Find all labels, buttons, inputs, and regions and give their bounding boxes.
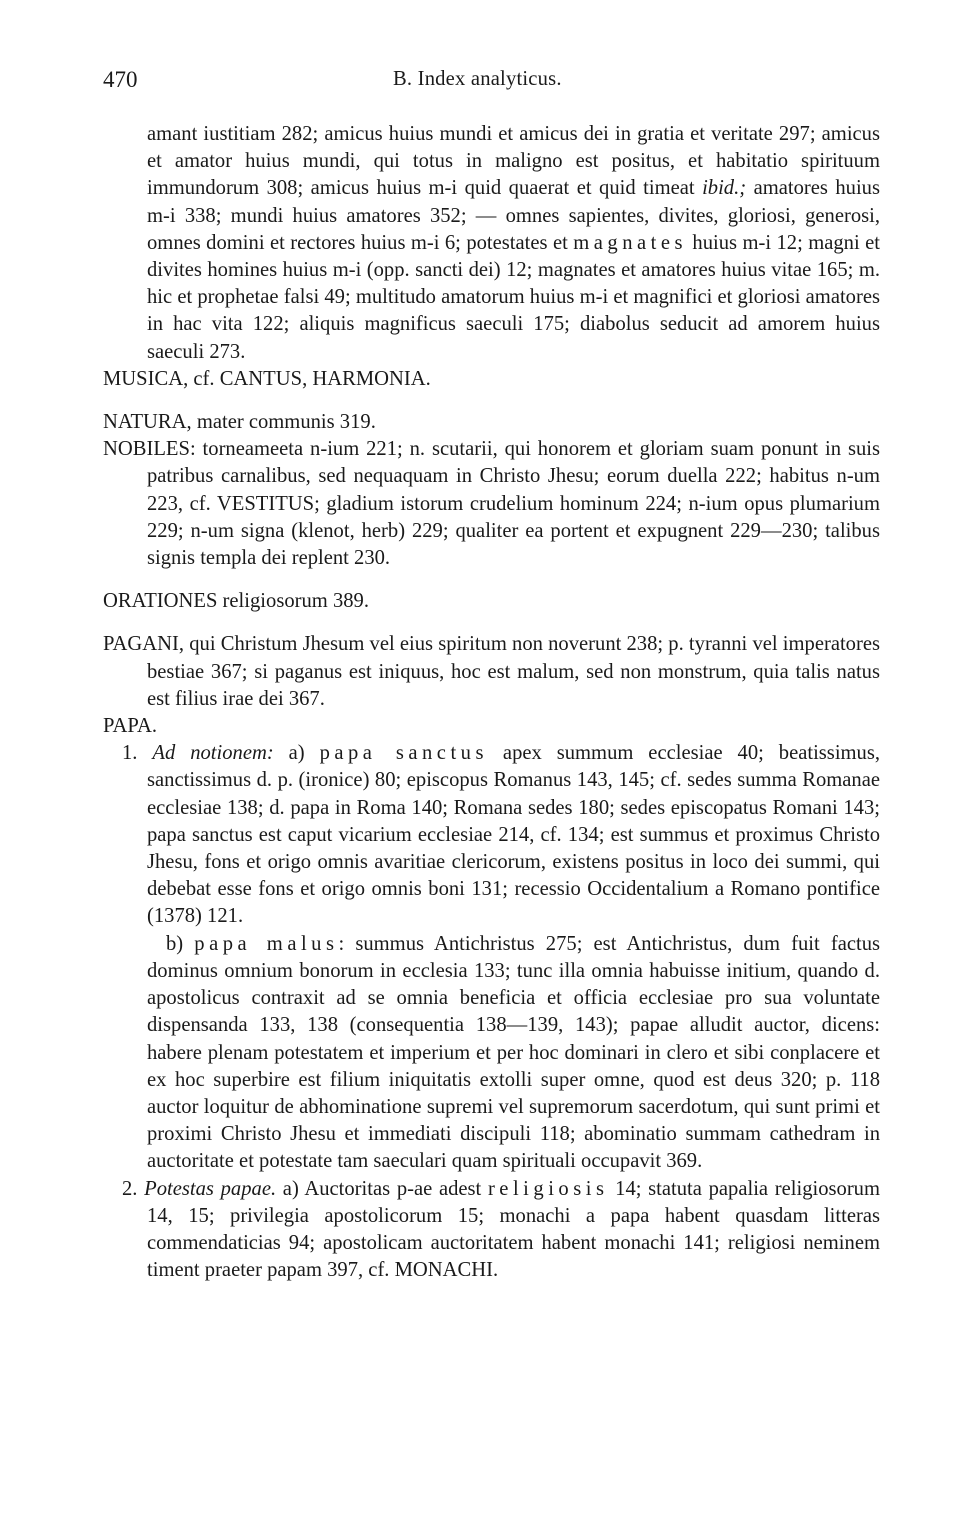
- text-run: amant iustitiam 282; amicus huius mundi et amicus dei in gratia et veritate 297; amicus et amator huius mundi, qui totus in maligno est positus, et habitatio spirituum immundorum 308; amicus huius m-i quid quaerat et quid timeat: [147, 123, 880, 200]
- section-title: Potestas papae.: [144, 1177, 277, 1200]
- text-run: amatores huius m-i 338; mundi huius amatores 352; — omnes sapientes, divites, gloriosi, generosi, omnes domini et rectores huius m-i 6; potestates et: [147, 177, 880, 254]
- text-run: a): [273, 742, 320, 765]
- entry-orationes: ORATIONES religiosorum 389.: [103, 590, 369, 613]
- text-run: 14; statuta papalia religiosorum 14, 15; privilegia apostolicorum 15; monachi a papa habent quasdam litteras commendaticias 94; apostolicam auctoritatem habent monachi 141; religiosi neminem timent praeter papam 397, cf. MONACHI.: [147, 1177, 880, 1282]
- papa-section-1b: [103, 931, 880, 1176]
- page-header: [103, 66, 888, 98]
- index-text: [103, 121, 880, 1284]
- section-number: 2.: [122, 1177, 138, 1200]
- text-run: b): [166, 932, 195, 955]
- text-run: a) Auctoritas p-ae adest: [276, 1177, 488, 1200]
- spaced-run: religiosis: [487, 1177, 609, 1200]
- entry-pagani: PAGANI, qui Christum Jhesum vel eius spiritum non noverunt 238; p. tyranni vel imperatores bestiae 367; si paganus est iniquus, hoc est malum, sed non monstrum, quia talis natus est filius irae dei 367.: [103, 633, 880, 710]
- text-run: huius m-i 12; magni et divites homines huius m-i (opp. sancti dei) 12; magnates et amatores huius vitae 165; m. hic et prophetae falsi 49; multitudo amatorum huius m-i et magnifici et gloriosi amatores in hac vita 122; aliquis magnificus saeculi 175; diabolus seducit ad amorem huius saeculi 273.: [147, 231, 880, 363]
- page-number: 470: [103, 67, 138, 92]
- italic-run: ibid.;: [702, 177, 747, 200]
- entry-nobiles: NOBILES: torneameeta n-ium 221; n. scutarii, qui honorem et gloriam suam ponunt in suis patribus carnalibus, sed nequaquam in Christo Jhesu; eorum duella 222; habitus n-um 223, cf. VESTITUS; gladium istorum crudelium hominum 224; n-ium opus plumarium 229; n-um signa (klenot, herb) 229; qualiter ea portent et expugnent 229—230; talibus signis templa dei replent 230.: [103, 438, 880, 570]
- entry-natura: NATURA, mater communis 319.: [103, 411, 376, 434]
- entry-mundus-continuation: [103, 121, 880, 366]
- text-run: apex summum ecclesiae 40; beatissimus, sanctissimus d. p. (ironice) 80; episcopus Romanus 143, 145; cf. sedes summa Romanae ecclesiae 138; d. papa in Roma 140; Romana sedes 180; sedes episcopatus Romani 143; papa sanctus est caput vicarium ecclesiae 214, cf. 134; est summus et proximus Christo Jhesu, fons et origo omnis avaritiae clericorum, existens positus in loco dei summi, qui debebat esse fons et origo omnis boni 131; recessio Occidentalium a Romano pontifice (1378) 121.: [147, 742, 881, 928]
- entry-papa-heading: PAPA.: [103, 715, 158, 738]
- spaced-run: papa malus: [194, 932, 339, 955]
- section-number: 1.: [122, 742, 138, 765]
- spaced-run: papa sanctus: [319, 742, 488, 765]
- entry-musica: MUSICA, cf. CANTUS, HARMONIA.: [103, 367, 431, 390]
- papa-section-2: [103, 1176, 880, 1285]
- section-title: Ad notionem:: [152, 742, 274, 765]
- running-title: B. Index analyticus.: [393, 68, 562, 90]
- spaced-run: magnates: [573, 231, 688, 254]
- papa-section-1a: [103, 740, 880, 930]
- text-run: : summus Antichristus 275; est Antichristus, dum fuit factus dominus omnium bonorum in ecclesia 133; tunc illa omnia habuisse initium, quando d. apostolicus contraxit ad se omnia beneficia et officia ecclesiae pro sua voluntate dispensanda 133, 138 (consequentia 138—139, 143); papae alludit auctor, dicens: habere plenam potestatem et imperium et per hoc dominari in clero et sibi conplacere et ex hoc superbire est filium iniquitatis extolli super omne, quod est deus 320; p. 118 auctor loquitur de abhominatione supremi vel supremorum sacerdotum, qui sunt primi et proximi Christo Jhesu et immediati discipuli 118; abominatio summam cathedram in auctoritate et potestate tam saeculari quam spirituali occupavit 369.: [147, 932, 881, 1173]
